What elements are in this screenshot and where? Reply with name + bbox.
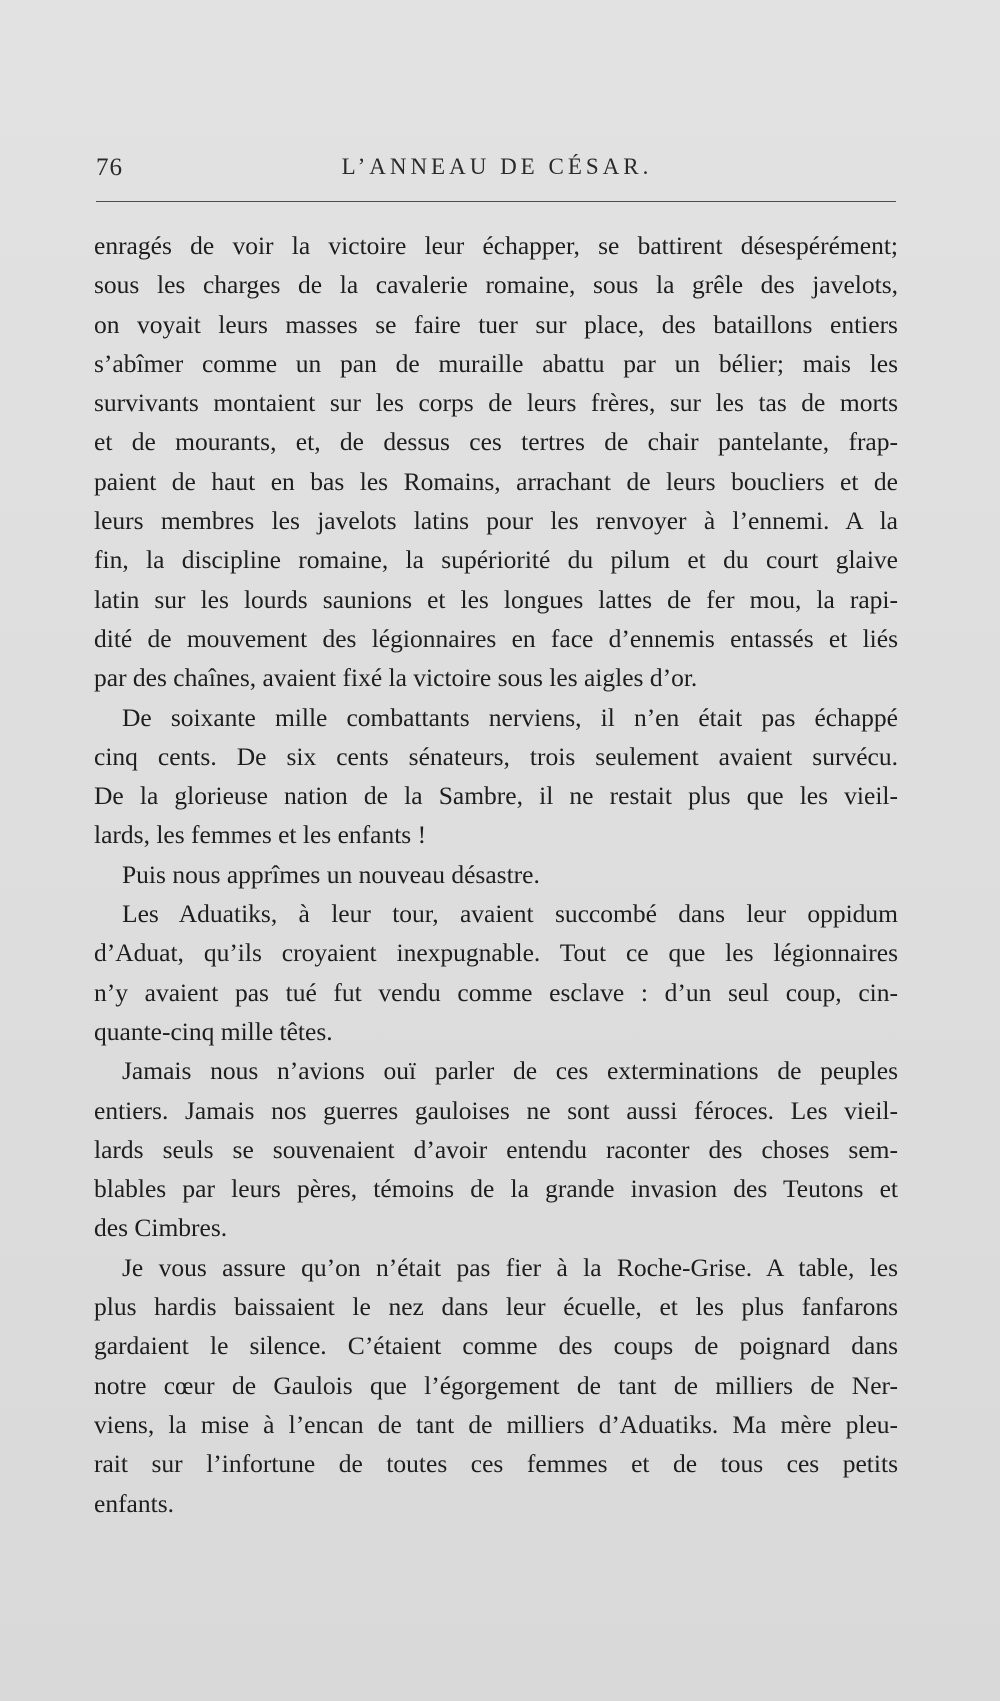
text-line: cinq cents. De six cents sénateurs, trois seulement avaient survécu. xyxy=(94,741,898,771)
text-line: rait sur l’infortune de toutes ces femmes et de tous ces petits xyxy=(94,1449,898,1479)
text-line: enragés de voir la victoire leur échapper, se battirent désespérément; xyxy=(94,231,898,260)
text-line: Les Aduatiks, à leur tour, avaient succombé dans leur oppidum xyxy=(122,899,898,929)
header-rule xyxy=(96,201,896,202)
paragraph xyxy=(94,226,898,698)
text-line: des Cimbres. xyxy=(94,1213,228,1243)
text-line: quante-cinq mille têtes. xyxy=(94,1016,333,1046)
text-line: enfants. xyxy=(94,1488,175,1518)
text-line: paient de haut en bas les Romains, arrachant de leurs boucliers et de xyxy=(94,466,898,496)
text-line: n’y avaient pas tué fut vendu comme esclave : d’un seul coup, cin- xyxy=(94,977,898,1007)
text-line: fin, la discipline romaine, la supériorité du pilum et du court glaive xyxy=(94,545,898,575)
paragraph xyxy=(94,1051,898,1247)
text-line: d’Aduat, qu’ils croyaient inexpugnable. Tout ce que les légionnaires xyxy=(94,938,898,968)
text-line: et de mourants, et, de dessus ces tertres de chair pantelante, frap- xyxy=(94,427,898,457)
paragraph xyxy=(94,855,898,894)
text-line: s’abîmer comme un pan de muraille abattu par un bélier; mais les xyxy=(94,348,898,378)
paragraph xyxy=(94,1248,898,1523)
text-line: sous les charges de la cavalerie romaine, sous la grêle des javelots, xyxy=(94,270,898,300)
text-line: entiers. Jamais nos guerres gauloises ne sont aussi féroces. Les vieil- xyxy=(94,1095,898,1125)
paragraph xyxy=(94,698,898,855)
text-line: leurs membres les javelots latins pour les renvoyer à l’ennemi. A la xyxy=(94,506,898,536)
text-line: viens, la mise à l’encan de tant de milliers d’Aduatiks. Ma mère pleu- xyxy=(94,1409,898,1439)
text-line: dité de mouvement des légionnaires en face d’ennemis entassés et liés xyxy=(94,623,898,653)
text-line: Puis nous apprîmes un nouveau désastre. xyxy=(122,859,540,889)
text-line: gardaient le silence. C’étaient comme des coups de poignard dans xyxy=(94,1331,898,1361)
text-line: Jamais nous n’avions ouï parler de ces exterminations de peuples xyxy=(122,1056,898,1086)
text-line: lards, les femmes et les enfants ! xyxy=(94,820,427,850)
body-text xyxy=(94,226,898,1523)
text-line: De soixante mille combattants nerviens, il n’en était pas échappé xyxy=(122,702,898,732)
page-header xyxy=(96,146,898,190)
text-line: plus hardis baissaient le nez dans leur écuelle, et les plus fanfarons xyxy=(94,1292,898,1322)
text-line: blables par leurs pères, témoins de la grande invasion des Teutons et xyxy=(94,1174,898,1204)
text-line: notre cœur de Gaulois que l’égorgement de tant de milliers de Ner- xyxy=(94,1370,898,1400)
text-line: lards seuls se souvenaient d’avoir entendu raconter des choses sem- xyxy=(94,1134,898,1164)
text-line: Je vous assure qu’on n’était pas fier à la Roche-Grise. A table, les xyxy=(122,1252,898,1282)
text-line: latin sur les lourds saunions et les longues lattes de fer mou, la rapi- xyxy=(94,584,898,614)
text-line: survivants montaient sur les corps de leurs frères, sur les tas de morts xyxy=(94,388,898,418)
page-number: 76 xyxy=(96,154,123,181)
paragraph xyxy=(94,894,898,1051)
text-line: par des chaînes, avaient fixé la victoire sous les aigles d’or. xyxy=(94,663,698,693)
text-line: De la glorieuse nation de la Sambre, il ne restait plus que les vieil- xyxy=(94,781,898,811)
running-title: L’ANNEAU DE CÉSAR. xyxy=(341,154,653,179)
text-line: on voyait leurs masses se faire tuer sur place, des bataillons entiers xyxy=(94,309,898,339)
